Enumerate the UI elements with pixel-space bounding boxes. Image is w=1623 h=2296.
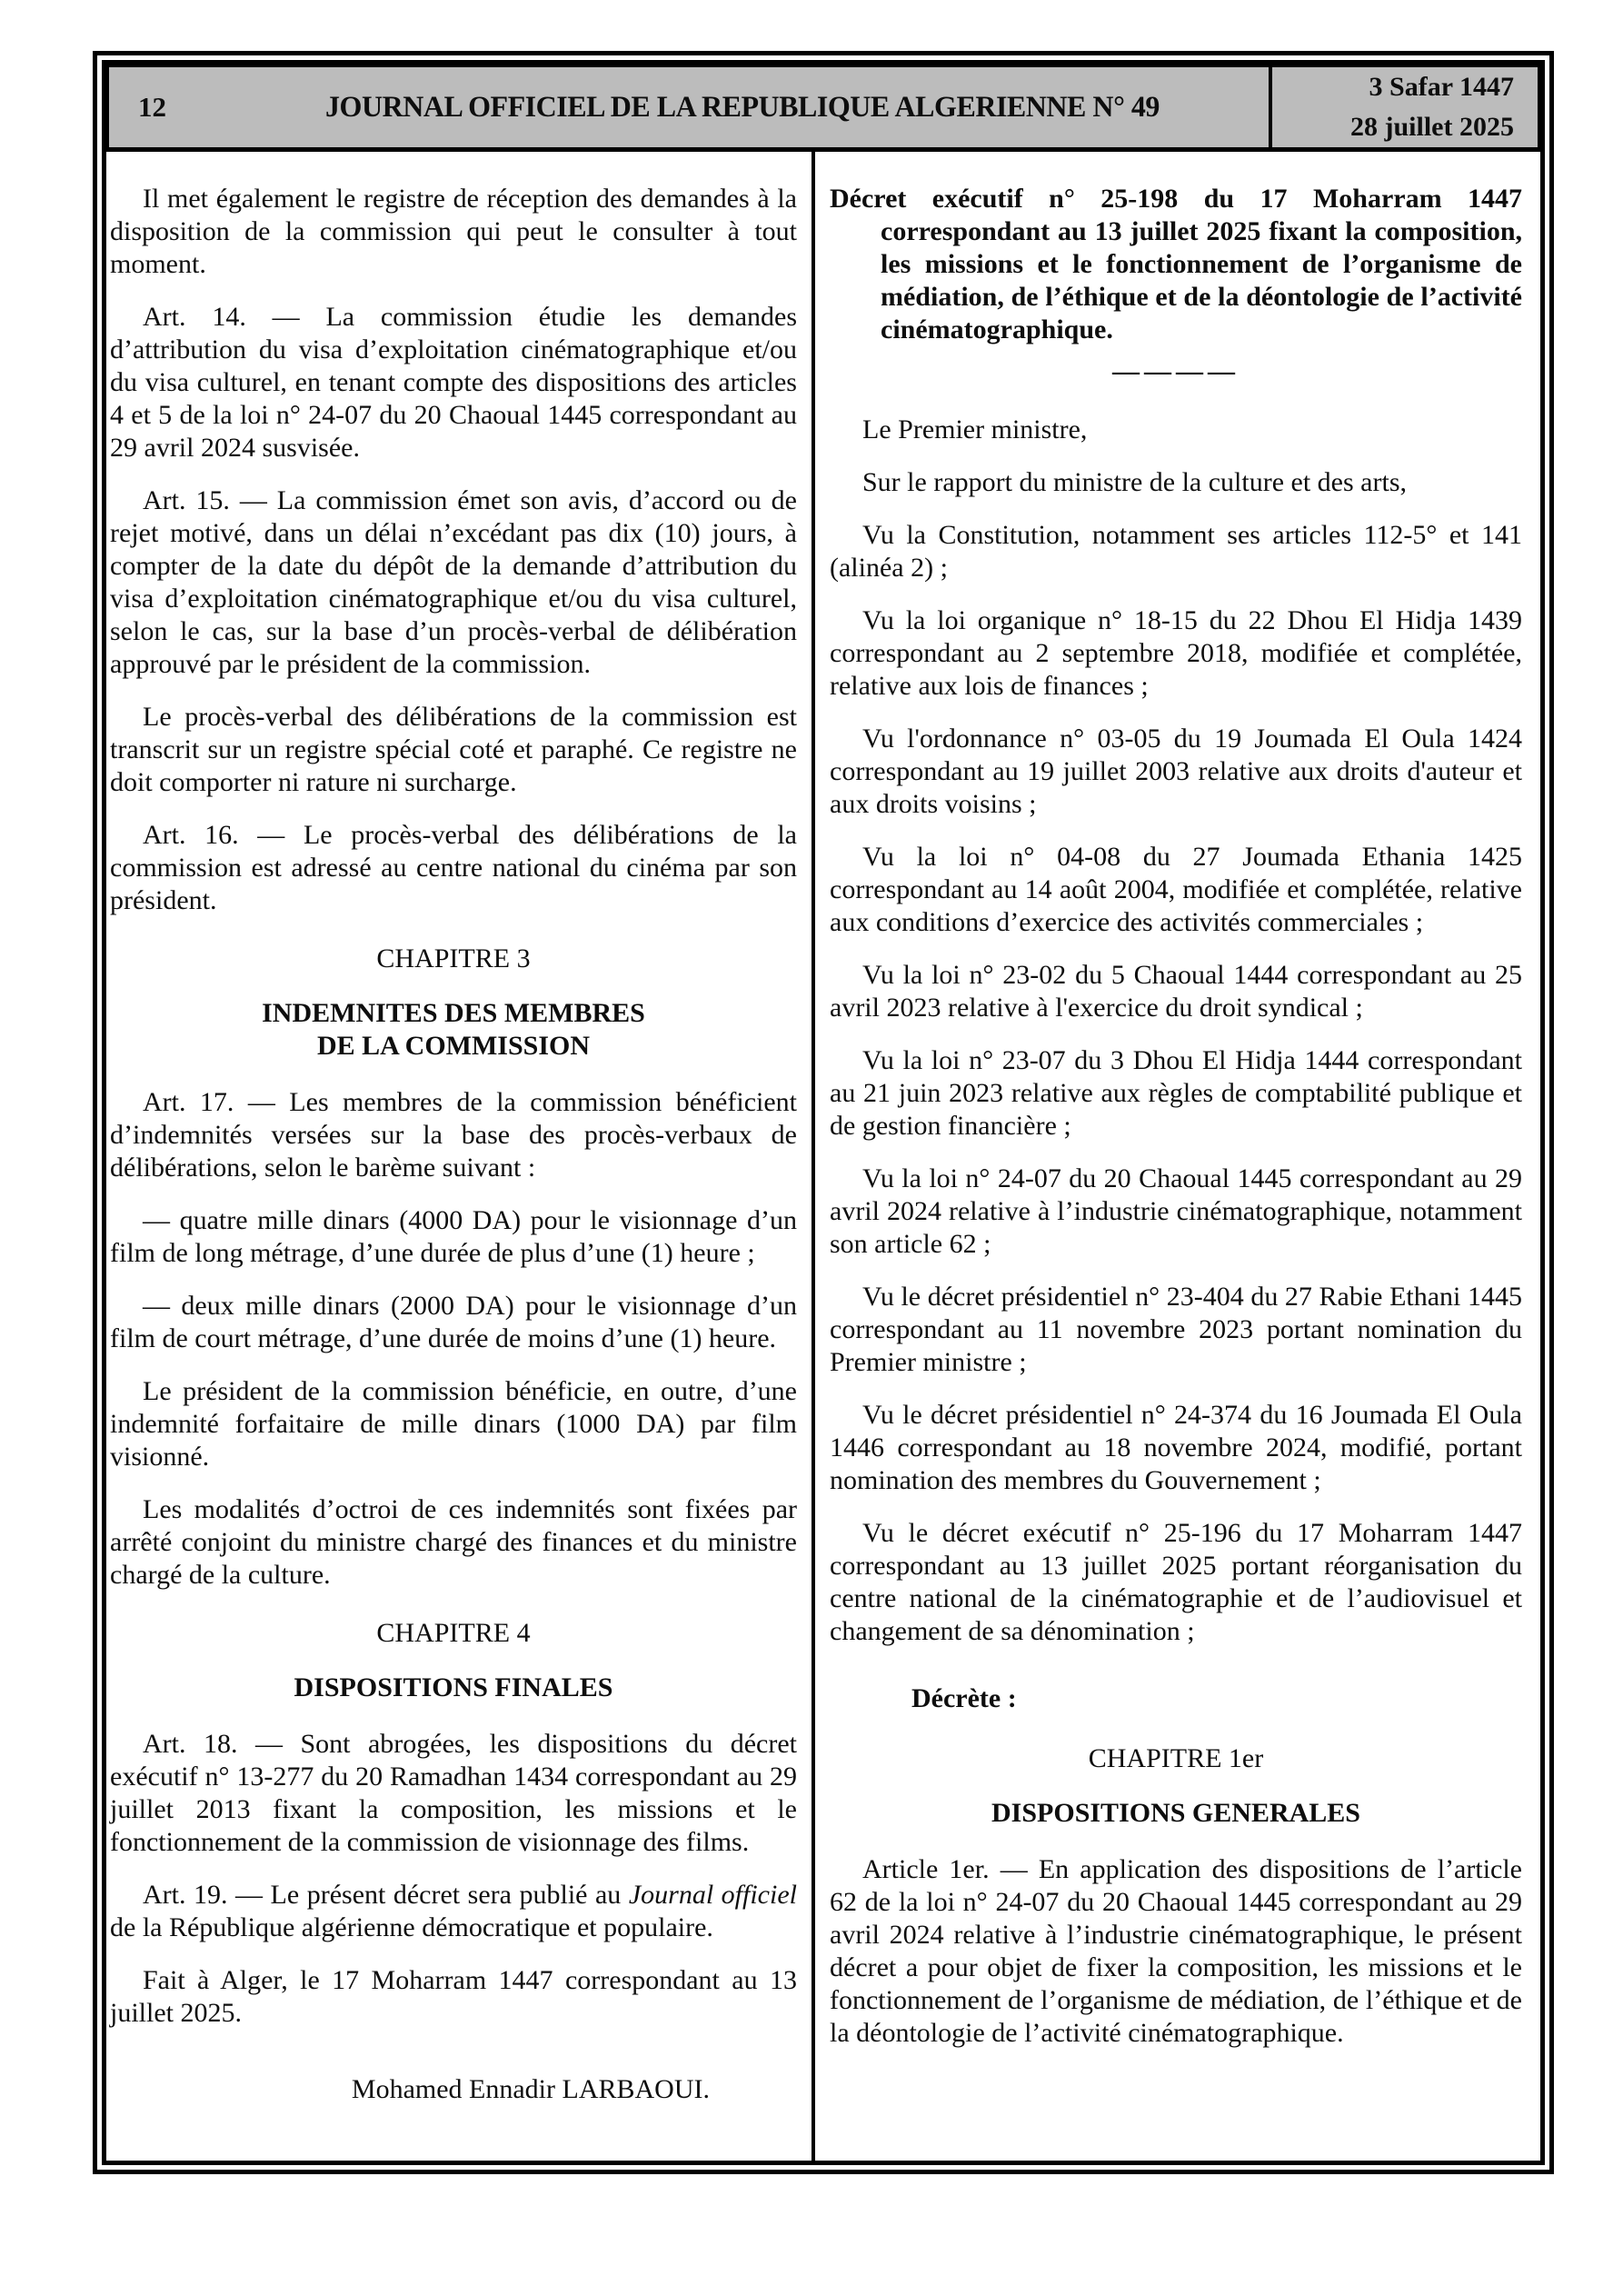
paragraph: Vu l'ordonnance n° 03-05 du 19 Joumada El Oula 1424 correspondant au 19 juillet 2003 relative aux droits d'auteur et aux droits voisins ; [830,724,1522,819]
paragraph: Vu la loi n° 23-07 du 3 Dhou El Hidja 1444 correspondant au 21 juin 2023 relative aux règles de comptabilité publique et de gestion financière ; [830,1045,1522,1141]
paragraph: Le président de la commission bénéficie, en outre, d’une indemnité forfaitaire de mille dinars (1000 DA) par film visionné. [110,1376,797,1472]
section-title: INDEMNITES DES MEMBRES DE LA COMMISSION [262,998,645,1061]
paragraph: — quatre mille dinars (4000 DA) pour le visionnage d’un film de long métrage, d’une durée de plus d’une (1) heure ; [110,1205,797,1268]
paragraph: Vu la loi n° 24-07 du 20 Chaoual 1445 correspondant au 29 avril 2024 relative à l’industrie cinématographique, notamment son article 62 ; [830,1163,1522,1259]
date-gregorian: 28 juillet 2025 [1350,112,1514,142]
paragraph: Article 1er. — En application des dispositions de l’article 62 de la loi n° 24-07 du 20 Chaoual 1445 correspondant au 29 avril 2024 relative à l’industrie cinématographique, le présent décret a pour objet de fixer la composition, les missions et le fonctionnement de l’organisme de médiation, de l’éthique et de la déontologie de l’activité cinématographique. [830,1854,1522,2048]
paragraph: Les modalités d’octroi de ces indemnités sont fixées par arrêté conjoint du ministre chargé des finances et du ministre chargé de la culture. [110,1494,797,1590]
paragraph: Vu la loi organique n° 18-15 du 22 Dhou El Hidja 1439 correspondant au 2 septembre 2018, modifiée et complétée, relative aux lois de finances ; [830,605,1522,701]
paragraph: Art. 19. — Le présent décret sera publié au Journal officiel de la République algérienne démocratique et populaire. [110,1880,797,1942]
paragraph: Le Premier ministre, [862,414,1088,444]
dash-separator: ———— [1112,356,1240,386]
paragraph: Il met également le registre de réception des demandes à la disposition de la commission qui peut le consulter à tout moment. [110,184,797,279]
paragraph: Vu le décret présidentiel n° 23-404 du 27 Rabie Ethani 1445 correspondant au 11 novembre 2023 portant nomination du Premier ministre ; [830,1282,1522,1377]
paragraph: Vu la loi n° 04-08 du 27 Joumada Ethania 1425 correspondant au 14 août 2004, modifiée et complétée, relative aux conditions d’exercice des activités commerciales ; [830,842,1522,937]
chapter-heading: CHAPITRE 1er [1088,1743,1264,1773]
section-title: DISPOSITIONS GENERALES [991,1798,1360,1828]
paragraph: Vu le décret présidentiel n° 24-374 du 16 Joumada El Oula 1446 correspondant au 18 novembre 2024, modifié, portant nomination des membres du Gouvernement ; [830,1400,1522,1495]
page-number: 12 [138,91,166,123]
paragraph: Fait à Alger, le 17 Moharram 1447 correspondant au 13 juillet 2025. [110,1965,797,2028]
paragraph: Le procès-verbal des délibérations de la commission est transcrit sur un registre spécial coté et paraphé. Ce registre ne doit comporter ni rature ni surcharge. [110,702,797,797]
date-box [1269,67,1538,147]
paragraph: — deux mille dinars (2000 DA) pour le visionnage d’un film de court métrage, d’une durée de moins d’une (1) heure. [110,1291,797,1353]
decree-heading: Décret exécutif n° 25-198 du 17 Moharram 1447 correspondant au 13 juillet 2025 fixant la composition, les missions et le fonctionnement de l’organisme de médiation, de l’éthique et de la déontologie de l’activité cinématographique. [830,184,1522,344]
chapter-heading: CHAPITRE 4 [376,1618,531,1648]
paragraph: Vu la loi n° 23-02 du 5 Chaoual 1444 correspondant au 25 avril 2023 relative à l'exercice du droit syndical ; [830,960,1522,1023]
paragraph: Art. 15. — La commission émet son avis, d’accord ou de rejet motivé, dans un délai n’excédant pas dix (10) jours, à compter de la date du dépôt de la demande d’attribution du visa d’exploitation cinématographique et/ou du visa culturel, selon le cas, sur la base d’un procès-verbal de délibération approuvé par le président de la commission. [110,485,797,679]
page-header [106,65,1540,152]
two-column-body [106,152,1540,2161]
column-right [815,152,1540,2161]
paragraph: Art. 17. — Les membres de la commission bénéficient d’indemnités versées sur la base des procès-verbaux de délibérations, selon le barème suivant : [110,1087,797,1183]
paragraph: Art. 18. — Sont abrogées, les dispositions du décret exécutif n° 13-277 du 20 Ramadhan 1434 correspondant au 29 juillet 2013 fixant la composition, les missions et le fonctionnement de la commission de visionnage des films. [110,1729,797,1857]
chapter-heading: CHAPITRE 3 [376,943,531,973]
decrete-label: Décrète : [911,1683,1017,1713]
journal-title: JOURNAL OFFICIEL DE LA REPUBLIQUE ALGERIENNE N° 49 [325,90,1160,124]
paragraph: Vu la Constitution, notamment ses articles 112-5° et 141 (alinéa 2) ; [830,520,1522,583]
column-left [106,152,812,2161]
date-hijri: 3 Safar 1447 [1369,72,1514,102]
section-title: DISPOSITIONS FINALES [294,1672,613,1702]
paragraph: Art. 16. — Le procès-verbal des délibérations de la commission est adressé au centre national du cinéma par son président. [110,820,797,915]
paragraph: Vu le décret exécutif n° 25-196 du 17 Moharram 1447 correspondant au 13 juillet 2025 portant réorganisation du centre national de la cinématographie et de l’audiovisuel et changement de sa dénomination ; [830,1518,1522,1646]
paragraph: Art. 14. — La commission étudie les demandes d’attribution du visa d’exploitation cinématographique et/ou du visa culturel, en tenant compte des dispositions des articles 4 et 5 de la loi n° 24-07 du 20 Chaoual 1445 correspondant au 29 avril 2024 susvisée. [110,302,797,463]
paragraph: Sur le rapport du ministre de la culture et des arts, [862,467,1407,497]
journal-page [93,51,1554,2174]
signature-name: Mohamed Ennadir LARBAOUI. [351,2074,710,2104]
